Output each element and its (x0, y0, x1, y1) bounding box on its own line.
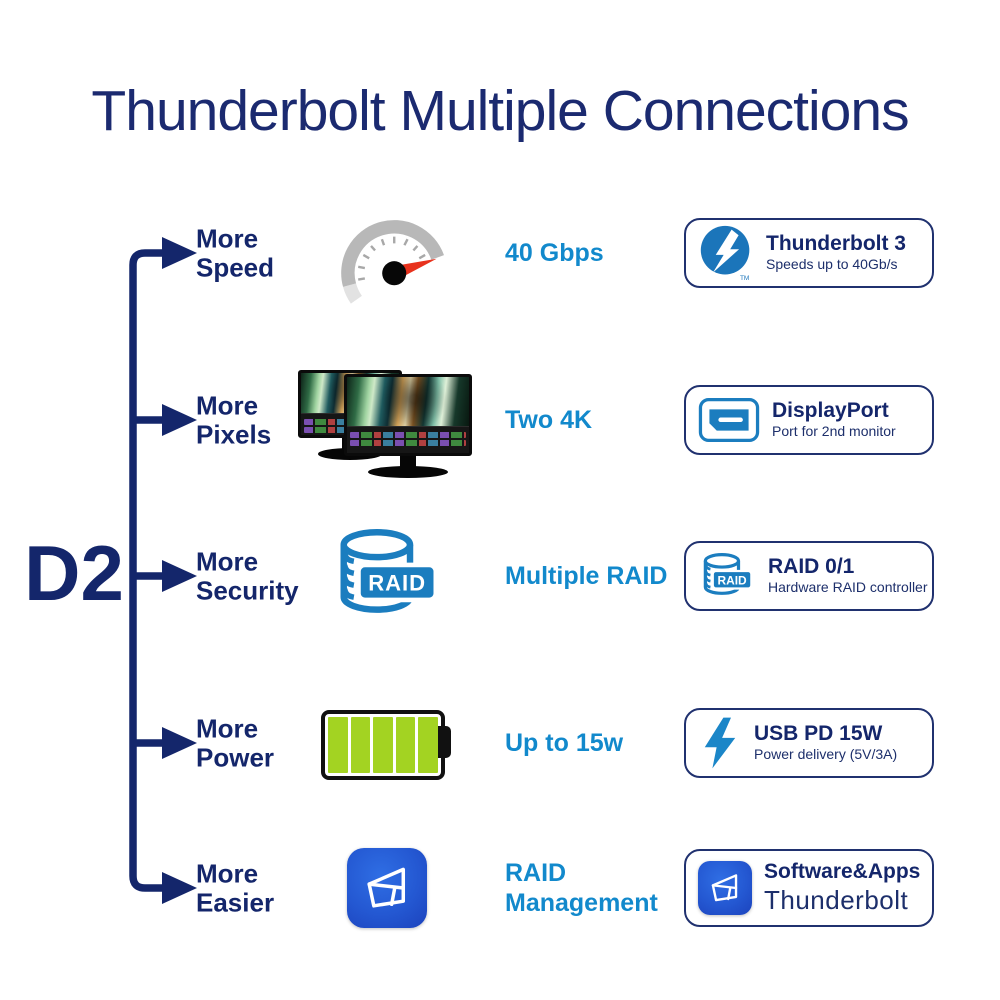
badge-title: Thunderbolt 3 (766, 232, 906, 256)
value-line: RAID (505, 859, 567, 887)
dual-monitor-icon (298, 366, 476, 474)
raid-label: RAID (368, 570, 426, 596)
monitor-front (344, 374, 472, 478)
row-label (196, 224, 274, 281)
badge-subtitle: Port for 2nd monitor (772, 423, 896, 440)
badge-title: Software&Apps (764, 859, 921, 883)
raid-app-icon (698, 861, 752, 915)
value-line: 40 Gbps (505, 239, 604, 267)
row-label (196, 391, 271, 448)
badge-title: USB PD 15W (754, 722, 883, 746)
thunderbolt-logo-icon (698, 223, 754, 283)
row-pixels (0, 350, 1000, 490)
badge-subtitle: Speeds up to 40Gb/s (766, 256, 898, 273)
value-line: Up to 15w (505, 729, 624, 757)
row-value (505, 858, 658, 918)
label-line: Power (196, 742, 275, 772)
badge-displayport (684, 385, 934, 455)
label-line: More (196, 858, 259, 889)
badge-software (684, 849, 934, 927)
raid-app-icon (298, 848, 476, 928)
value-line: Two 4K (505, 406, 593, 434)
label-line: Easier (196, 887, 275, 917)
row-speed (0, 183, 1000, 323)
page-title: Thunderbolt Multiple Connections (91, 79, 909, 143)
badge-raid01 (684, 541, 934, 611)
label-line: Pixels (196, 419, 272, 449)
row-label (196, 547, 299, 604)
row-security (0, 506, 1000, 646)
badge-subtitle: Thunderbolt (764, 884, 909, 915)
raid-label: RAID (717, 572, 747, 587)
product-label: D2 (24, 529, 124, 617)
badge-title: RAID 0/1 (768, 555, 855, 579)
badge-subtitle: Hardware RAID controller (768, 579, 928, 596)
badge-title: DisplayPort (772, 399, 889, 423)
battery-icon (298, 710, 476, 776)
raid-cylinder-icon (698, 551, 756, 602)
displayport-icon (698, 397, 760, 443)
row-label (196, 859, 274, 916)
label-line: Speed (196, 252, 275, 282)
row-value (505, 561, 668, 591)
value-line: Multiple RAID (505, 562, 668, 590)
speedometer-icon (298, 199, 476, 307)
row-power (0, 673, 1000, 813)
raid-cylinder-icon (298, 525, 476, 627)
lightning-bolt-icon (698, 715, 742, 771)
row-label (196, 714, 274, 771)
badge-subtitle: Power delivery (5V/3A) (754, 746, 898, 763)
label-line: More (196, 223, 259, 254)
label-line: Security (196, 575, 299, 605)
row-value (505, 405, 592, 435)
badge-thunderbolt3 (684, 218, 934, 288)
row-easier (0, 818, 1000, 958)
row-value (505, 728, 623, 758)
value-line: Management (505, 889, 658, 917)
badge-usbpd (684, 708, 934, 778)
label-line: More (196, 390, 259, 421)
row-value (505, 238, 604, 268)
tm-mark: TM (739, 275, 750, 283)
label-line: More (196, 713, 259, 744)
label-line: More (196, 546, 259, 577)
